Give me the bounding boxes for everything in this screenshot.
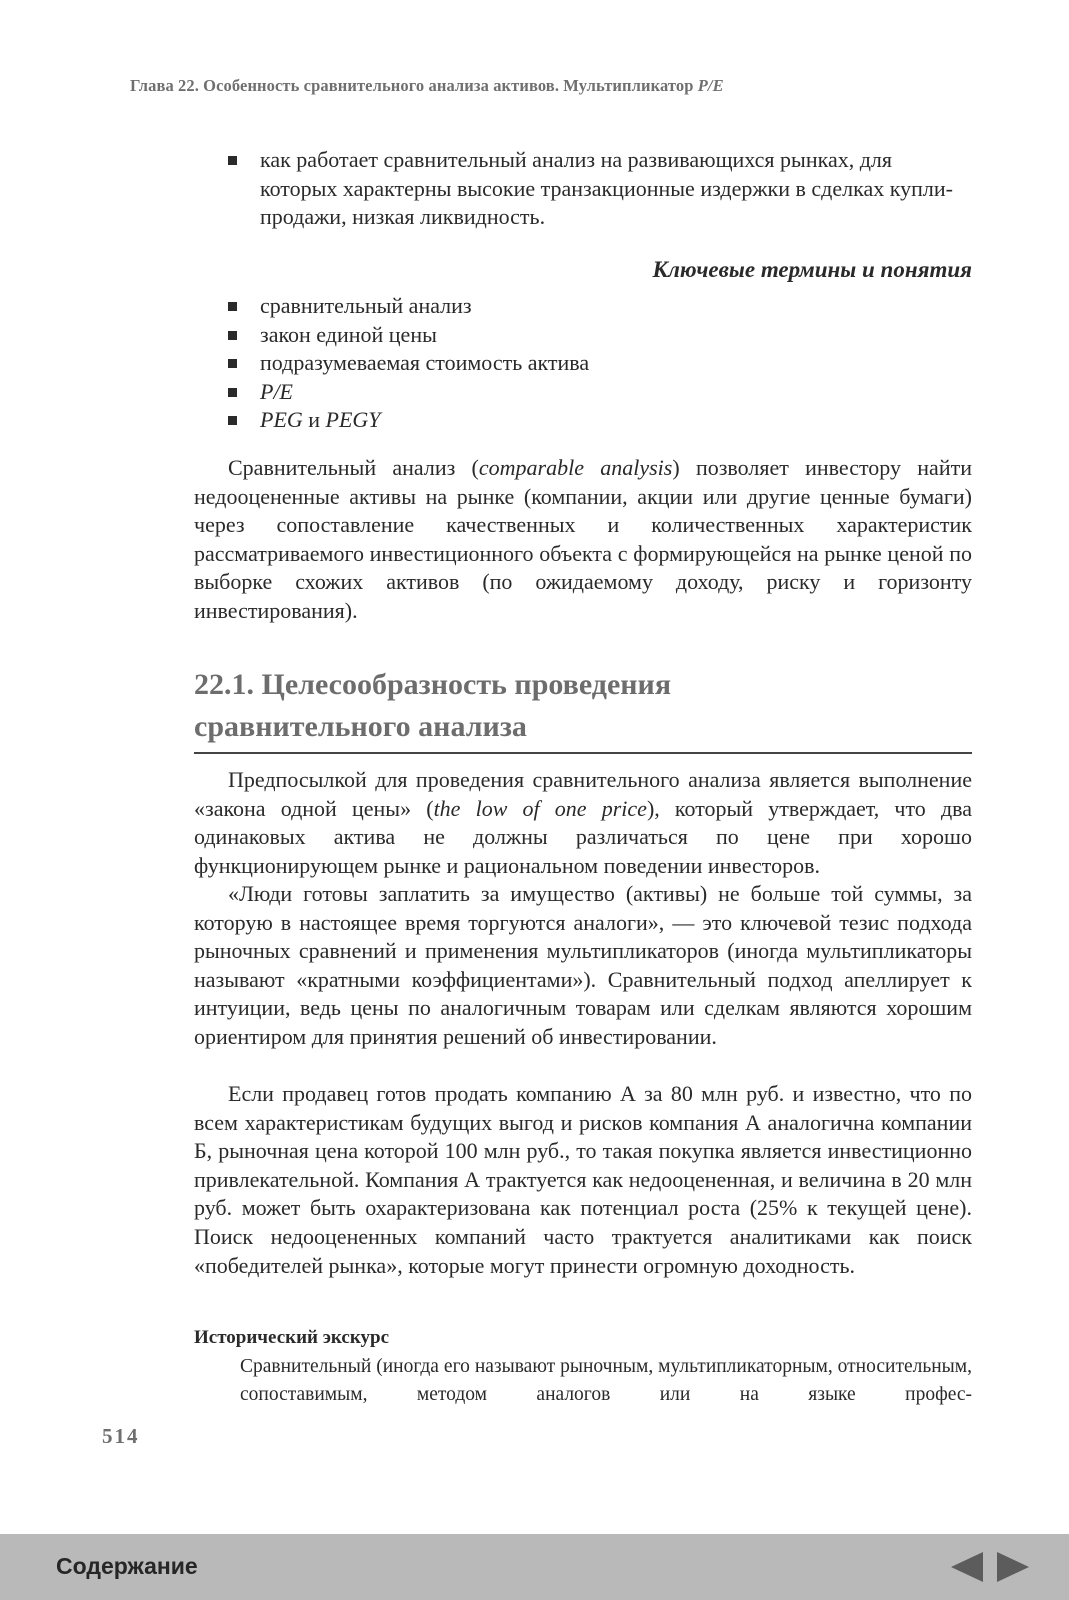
bullet-square-icon [228, 388, 237, 397]
term-text-italic: P/E [260, 378, 293, 404]
paragraph-text: Предпосылкой для проведения сравнительного анализа является выполнение «закона одной цены» ( [194, 767, 972, 821]
term-text: подразумеваемая стоимость актива [260, 350, 590, 376]
list-item-text: как работает сравнительный анализ на развивающихся рынках, для которых характерны высокие транзакционные издержки в сделках купли-продажи, низкая ликвидность. [260, 147, 953, 230]
paragraph-2: «Люди готовы заплатить за имущество (активы) не больше той суммы, за которую в настоящее время торгуются аналоги», — это ключевой тезис подхода рыночных сравнений и применения мультипликаторов (иногда мультипликаторы называют «кратными коэффициентами»). Сравнительный подход апеллирует к интуиции, ведь цены по аналогичным товарам или сделкам являются хорошим ориентиром для принятия решений об инвестировании. [194, 881, 972, 1049]
term-text: закон единой цены [260, 321, 437, 347]
table-of-contents-link[interactable]: Содержание [56, 1553, 198, 1579]
key-terms-heading: Ключевые термины и понятия [652, 257, 972, 282]
page-number: 514 [102, 1424, 140, 1448]
list-item [228, 349, 972, 378]
paragraph-1 [194, 766, 972, 880]
list-item [228, 146, 972, 232]
section-title-line: сравнительного анализа [194, 710, 527, 743]
paragraph-text: ), который утверждает, что два одинаковых актива не должны различаться по цене при хорошо функционирующем рынке и рациональном поведении инвесторов. [194, 795, 973, 878]
running-head [130, 76, 724, 96]
running-head-italic: P/E [697, 76, 724, 95]
paragraph-3: Если продавец готов продать компанию А за 80 млн руб. и известно, что по всем характеристикам будущих выгод и рисков компания А аналогична компании Б, рыночная цена которой 100 млн руб., то такая покупка является инвестиционно привлекательной. Компания А трактуется как недооцененная, и величина в 20 млн руб. может быть охарактеризована как потенциал роста (25% к текущей цене). Поиск недооцененных компаний часто трактуется аналитиками как поиск «победителей рынка», которые могут принести огромную доходность. [194, 1081, 972, 1278]
intro-bullet-list [228, 146, 972, 232]
list-item [228, 321, 972, 350]
bullet-square-icon [228, 331, 237, 340]
section-title-line: 22.1. Целесообразность проведения [194, 668, 672, 701]
bullet-square-icon [228, 359, 237, 368]
running-head-text: Глава 22. Особенность сравнительного анализа активов. Мультипликатор [130, 76, 698, 95]
key-terms-list [228, 292, 972, 435]
arrow-left-icon[interactable] [950, 1551, 984, 1583]
term-text: сравнительный анализ [260, 293, 472, 318]
arrow-right-icon[interactable] [996, 1551, 1030, 1583]
footer-bar [0, 1534, 1069, 1600]
paragraph-italic: comparable analysis [478, 455, 673, 480]
paragraph-text: Сравнительный анализ ( [228, 455, 479, 480]
historical-heading: Исторический экскурс [194, 1327, 390, 1348]
paragraph-text: ) позволяет инвестору найти недооцененные активы на рынке (компании, акции или другие ценные бумаги) через сопоставление качественных и количественных характеристик рассматриваемого инвестиционного объекта с формирующейся на рынке ценой по выборке схожих активов (по ожидаемому доходу, риску и горизонту инвестирования). [194, 455, 972, 623]
bullet-square-icon [228, 156, 237, 165]
bullet-square-icon [228, 302, 237, 311]
term-text-italic: PEG [260, 407, 303, 433]
term-connector: и [302, 407, 326, 433]
paragraph-italic: the low of one price [433, 795, 647, 821]
list-item [228, 378, 972, 407]
list-item [228, 406, 972, 435]
section-title [194, 664, 972, 748]
section-divider [194, 752, 972, 754]
bullet-square-icon [228, 416, 237, 425]
historical-text: Сравнительный (иногда его называют рыночным, мультипликаторным, относительным, сопоставимым, методом аналогов или на языке профес- [240, 1356, 972, 1405]
list-item [228, 292, 972, 321]
intro-paragraph [194, 454, 972, 626]
term-text-italic: PEGY [325, 407, 381, 433]
